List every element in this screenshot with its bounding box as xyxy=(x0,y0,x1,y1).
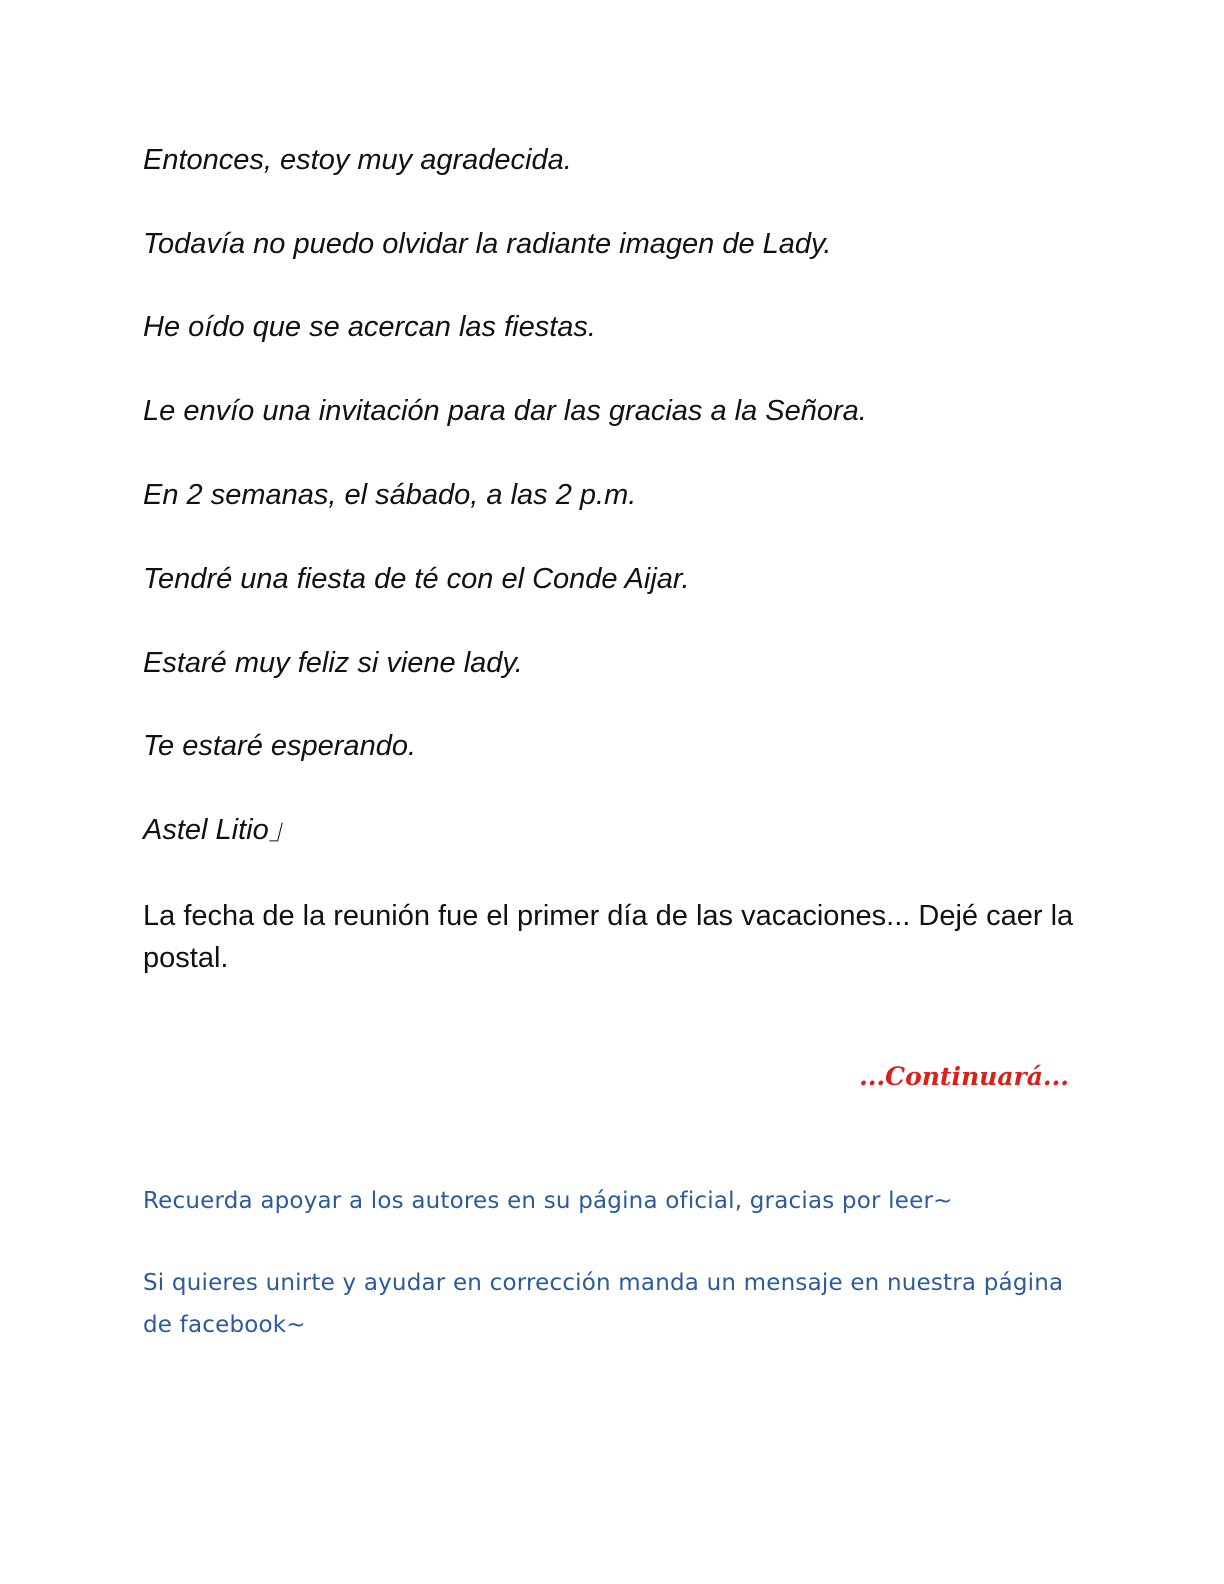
letter-line-3: He oído que se acercan las fiestas. xyxy=(143,311,596,343)
narration-paragraph: La fecha de la reunión fue el primer día de las vacaciones... Dejé caer la postal. xyxy=(143,900,1074,974)
support-note: Recuerda apoyar a los autores en su página oficial, gracias por leer~ xyxy=(143,1188,953,1214)
letter-line-1: Entonces, estoy muy agradecida. xyxy=(143,144,572,176)
letter-line-4: Le envío una invitación para dar las gracias a la Señora. xyxy=(143,395,867,427)
letter-line-8: Te estaré esperando. xyxy=(143,730,417,762)
letter-signature: Astel Litio」 xyxy=(143,814,298,846)
continue-label: ...Continuará... xyxy=(859,1062,1069,1091)
letter-line-6: Tendré una fiesta de té con el Conde Aijar. xyxy=(143,563,690,595)
letter-line-2: Todavía no puedo olvidar la radiante imagen de Lady. xyxy=(143,228,832,260)
letter-line-7: Estaré muy feliz si viene lady. xyxy=(143,647,523,679)
join-note: Si quieres unirte y ayudar en corrección manda un mensaje en nuestra página de facebook~ xyxy=(143,1270,1064,1338)
letter-line-5: En 2 semanas, el sábado, a las 2 p.m. xyxy=(143,479,637,511)
